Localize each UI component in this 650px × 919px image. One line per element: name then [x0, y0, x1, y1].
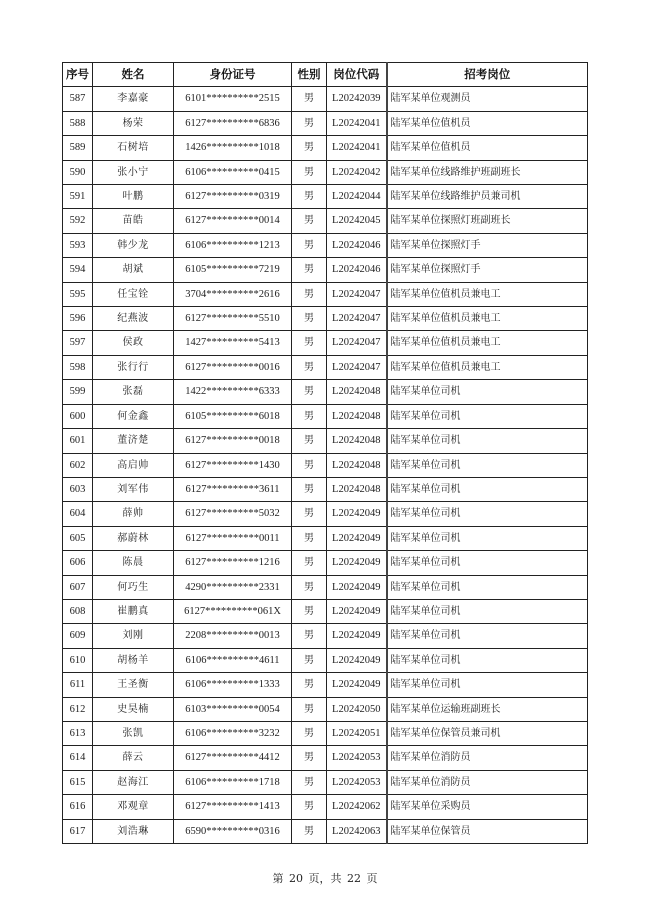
cell-id-number: 6127**********3611 [174, 477, 292, 501]
cell-index: 613 [63, 721, 93, 745]
cell-name: 石树培 [93, 136, 174, 160]
cell-id-number: 6127**********1413 [174, 795, 292, 819]
table-row [63, 136, 588, 160]
cell-index: 598 [63, 355, 93, 379]
cell-post-code: L20242053 [327, 770, 387, 794]
cell-name: 张行行 [93, 355, 174, 379]
table-row [63, 721, 588, 745]
cell-index: 611 [63, 673, 93, 697]
cell-post-title: 陆军某单位探照灯手 [387, 233, 588, 257]
table-row [63, 648, 588, 672]
cell-name: 董济楚 [93, 429, 174, 453]
cell-index: 589 [63, 136, 93, 160]
cell-name: 郝蔚林 [93, 526, 174, 550]
roster-body [63, 87, 588, 844]
page-number: 第 20 页，共 22 页 [272, 872, 378, 885]
cell-id-number: 6101**********2515 [174, 87, 292, 111]
cell-index: 608 [63, 599, 93, 623]
cell-id-number: 6127**********6836 [174, 111, 292, 135]
cell-post-title: 陆军某单位司机 [387, 453, 588, 477]
cell-name: 李嘉豪 [93, 87, 174, 111]
cell-post-title: 陆军某单位观测员 [387, 87, 588, 111]
cell-name: 韩少龙 [93, 233, 174, 257]
cell-id-number: 6127**********4412 [174, 746, 292, 770]
cell-gender: 男 [292, 404, 327, 428]
cell-post-title: 陆军某单位值机员兼电工 [387, 331, 588, 355]
cell-post-title: 陆军某单位司机 [387, 429, 588, 453]
cell-index: 609 [63, 624, 93, 648]
header-gender: 性别 [292, 63, 327, 87]
cell-post-code: L20242046 [327, 233, 387, 257]
cell-post-code: L20242044 [327, 185, 387, 209]
cell-gender: 男 [292, 136, 327, 160]
cell-index: 614 [63, 746, 93, 770]
cell-gender: 男 [292, 87, 327, 111]
cell-name: 薛帅 [93, 502, 174, 526]
cell-gender: 男 [292, 502, 327, 526]
cell-post-title: 陆军某单位司机 [387, 526, 588, 550]
cell-post-title: 陆军某单位司机 [387, 502, 588, 526]
cell-post-code: L20242048 [327, 404, 387, 428]
cell-index: 590 [63, 160, 93, 184]
cell-id-number: 3704**********2616 [174, 282, 292, 306]
cell-post-title: 陆军某单位司机 [387, 380, 588, 404]
cell-post-title: 陆军某单位司机 [387, 648, 588, 672]
cell-index: 615 [63, 770, 93, 794]
cell-id-number: 6106**********4611 [174, 648, 292, 672]
cell-id-number: 6105**********7219 [174, 258, 292, 282]
table-row [63, 673, 588, 697]
header-index: 序号 [63, 63, 93, 87]
header-id-number: 身份证号 [174, 63, 292, 87]
cell-post-code: L20242048 [327, 429, 387, 453]
cell-id-number: 6106**********0415 [174, 160, 292, 184]
cell-gender: 男 [292, 648, 327, 672]
table-row [63, 502, 588, 526]
table-header-row [63, 63, 588, 87]
cell-id-number: 6127**********0319 [174, 185, 292, 209]
cell-gender: 男 [292, 111, 327, 135]
cell-index: 593 [63, 233, 93, 257]
cell-post-code: L20242049 [327, 673, 387, 697]
cell-gender: 男 [292, 209, 327, 233]
cell-name: 邓观章 [93, 795, 174, 819]
cell-gender: 男 [292, 697, 327, 721]
cell-post-code: L20242051 [327, 721, 387, 745]
cell-post-code: L20242049 [327, 648, 387, 672]
cell-name: 刘刚 [93, 624, 174, 648]
cell-post-title: 陆军某单位消防员 [387, 746, 588, 770]
cell-post-title: 陆军某单位探照灯班副班长 [387, 209, 588, 233]
table-row [63, 404, 588, 428]
cell-id-number: 4290**********2331 [174, 575, 292, 599]
cell-id-number: 6106**********3232 [174, 721, 292, 745]
cell-index: 597 [63, 331, 93, 355]
cell-post-code: L20242047 [327, 331, 387, 355]
cell-gender: 男 [292, 331, 327, 355]
cell-post-code: L20242050 [327, 697, 387, 721]
cell-name: 胡杨羊 [93, 648, 174, 672]
cell-index: 600 [63, 404, 93, 428]
cell-name: 高启帅 [93, 453, 174, 477]
cell-post-title: 陆军某单位值机员兼电工 [387, 355, 588, 379]
cell-name: 何巧生 [93, 575, 174, 599]
table-row [63, 624, 588, 648]
cell-index: 591 [63, 185, 93, 209]
cell-post-code: L20242047 [327, 282, 387, 306]
cell-post-code: L20242062 [327, 795, 387, 819]
table-row [63, 307, 588, 331]
cell-post-title: 陆军某单位运输班副班长 [387, 697, 588, 721]
cell-id-number: 6127**********061X [174, 599, 292, 623]
cell-post-code: L20242048 [327, 380, 387, 404]
cell-id-number: 6106**********1213 [174, 233, 292, 257]
cell-post-title: 陆军某单位司机 [387, 673, 588, 697]
table-row [63, 87, 588, 111]
cell-gender: 男 [292, 185, 327, 209]
cell-gender: 男 [292, 429, 327, 453]
cell-post-title: 陆军某单位消防员 [387, 770, 588, 794]
cell-post-title: 陆军某单位线路维护员兼司机 [387, 185, 588, 209]
cell-post-code: L20242046 [327, 258, 387, 282]
cell-name: 王圣衡 [93, 673, 174, 697]
cell-post-code: L20242048 [327, 477, 387, 501]
cell-id-number: 6106**********1333 [174, 673, 292, 697]
cell-gender: 男 [292, 453, 327, 477]
cell-post-code: L20242047 [327, 355, 387, 379]
cell-index: 616 [63, 795, 93, 819]
cell-name: 赵海江 [93, 770, 174, 794]
cell-gender: 男 [292, 477, 327, 501]
cell-gender: 男 [292, 282, 327, 306]
cell-gender: 男 [292, 307, 327, 331]
cell-gender: 男 [292, 258, 327, 282]
cell-index: 604 [63, 502, 93, 526]
table-row [63, 258, 588, 282]
cell-id-number: 6105**********6018 [174, 404, 292, 428]
roster-sheet [62, 62, 587, 844]
cell-post-code: L20242049 [327, 575, 387, 599]
cell-gender: 男 [292, 233, 327, 257]
table-row [63, 185, 588, 209]
cell-index: 588 [63, 111, 93, 135]
cell-name: 陈晨 [93, 551, 174, 575]
cell-post-title: 陆军某单位保管员兼司机 [387, 721, 588, 745]
cell-name: 史昊楠 [93, 697, 174, 721]
table-row [63, 331, 588, 355]
cell-post-code: L20242049 [327, 551, 387, 575]
cell-gender: 男 [292, 551, 327, 575]
cell-post-title: 陆军某单位采购员 [387, 795, 588, 819]
cell-gender: 男 [292, 355, 327, 379]
cell-index: 603 [63, 477, 93, 501]
table-row [63, 160, 588, 184]
table-row [63, 551, 588, 575]
header-post-code: 岗位代码 [327, 63, 387, 87]
table-row [63, 477, 588, 501]
cell-name: 侯政 [93, 331, 174, 355]
cell-gender: 男 [292, 770, 327, 794]
cell-id-number: 6127**********1430 [174, 453, 292, 477]
cell-name: 胡斌 [93, 258, 174, 282]
table-row [63, 209, 588, 233]
table-row [63, 795, 588, 819]
cell-post-code: L20242063 [327, 819, 387, 843]
cell-id-number: 6127**********1216 [174, 551, 292, 575]
table-row [63, 111, 588, 135]
cell-post-code: L20242048 [327, 453, 387, 477]
cell-index: 596 [63, 307, 93, 331]
roster-table [62, 62, 588, 844]
cell-post-code: L20242041 [327, 111, 387, 135]
cell-name: 刘浩琳 [93, 819, 174, 843]
cell-index: 607 [63, 575, 93, 599]
cell-gender: 男 [292, 575, 327, 599]
table-row [63, 697, 588, 721]
cell-gender: 男 [292, 746, 327, 770]
cell-name: 叶鹏 [93, 185, 174, 209]
cell-index: 599 [63, 380, 93, 404]
cell-gender: 男 [292, 721, 327, 745]
table-row [63, 746, 588, 770]
cell-gender: 男 [292, 160, 327, 184]
cell-post-code: L20242039 [327, 87, 387, 111]
cell-index: 606 [63, 551, 93, 575]
table-row [63, 819, 588, 843]
table-row [63, 599, 588, 623]
cell-post-code: L20242049 [327, 526, 387, 550]
cell-index: 587 [63, 87, 93, 111]
cell-id-number: 6127**********0018 [174, 429, 292, 453]
cell-post-title: 陆军某单位值机员 [387, 111, 588, 135]
cell-index: 605 [63, 526, 93, 550]
cell-post-title: 陆军某单位司机 [387, 404, 588, 428]
cell-name: 任宝铨 [93, 282, 174, 306]
cell-index: 612 [63, 697, 93, 721]
cell-id-number: 2208**********0013 [174, 624, 292, 648]
cell-id-number: 6127**********5510 [174, 307, 292, 331]
cell-name: 张磊 [93, 380, 174, 404]
cell-name: 刘军伟 [93, 477, 174, 501]
cell-post-title: 陆军某单位司机 [387, 477, 588, 501]
cell-post-code: L20242041 [327, 136, 387, 160]
table-row [63, 233, 588, 257]
cell-id-number: 1427**********5413 [174, 331, 292, 355]
cell-gender: 男 [292, 819, 327, 843]
cell-name: 何金鑫 [93, 404, 174, 428]
cell-name: 杨荣 [93, 111, 174, 135]
cell-id-number: 1426**********1018 [174, 136, 292, 160]
cell-id-number: 6127**********0014 [174, 209, 292, 233]
cell-name: 崔鹏真 [93, 599, 174, 623]
table-row [63, 380, 588, 404]
cell-post-title: 陆军某单位司机 [387, 599, 588, 623]
cell-post-code: L20242049 [327, 502, 387, 526]
cell-gender: 男 [292, 599, 327, 623]
cell-post-title: 陆军某单位保管员 [387, 819, 588, 843]
cell-post-title: 陆军某单位司机 [387, 575, 588, 599]
cell-post-code: L20242047 [327, 307, 387, 331]
cell-id-number: 6127**********0011 [174, 526, 292, 550]
cell-gender: 男 [292, 795, 327, 819]
cell-index: 602 [63, 453, 93, 477]
cell-gender: 男 [292, 624, 327, 648]
cell-id-number: 1422**********6333 [174, 380, 292, 404]
cell-post-code: L20242053 [327, 746, 387, 770]
cell-name: 张凯 [93, 721, 174, 745]
cell-id-number: 6103**********0054 [174, 697, 292, 721]
cell-name: 张小宁 [93, 160, 174, 184]
table-row [63, 355, 588, 379]
cell-name: 纪燕波 [93, 307, 174, 331]
cell-index: 617 [63, 819, 93, 843]
cell-post-title: 陆军某单位线路维护班副班长 [387, 160, 588, 184]
cell-post-code: L20242045 [327, 209, 387, 233]
cell-gender: 男 [292, 380, 327, 404]
cell-id-number: 6127**********0016 [174, 355, 292, 379]
table-row [63, 282, 588, 306]
table-row [63, 770, 588, 794]
cell-post-code: L20242042 [327, 160, 387, 184]
cell-index: 610 [63, 648, 93, 672]
cell-gender: 男 [292, 673, 327, 697]
cell-index: 595 [63, 282, 93, 306]
cell-post-title: 陆军某单位司机 [387, 624, 588, 648]
cell-post-code: L20242049 [327, 624, 387, 648]
cell-name: 苗皓 [93, 209, 174, 233]
cell-id-number: 6127**********5032 [174, 502, 292, 526]
cell-post-title: 陆军某单位探照灯手 [387, 258, 588, 282]
cell-post-title: 陆军某单位司机 [387, 551, 588, 575]
table-row [63, 526, 588, 550]
cell-gender: 男 [292, 526, 327, 550]
cell-post-title: 陆军某单位值机员兼电工 [387, 282, 588, 306]
cell-post-code: L20242049 [327, 599, 387, 623]
table-row [63, 429, 588, 453]
header-post-title: 招考岗位 [387, 63, 588, 87]
cell-index: 592 [63, 209, 93, 233]
cell-index: 601 [63, 429, 93, 453]
cell-post-title: 陆军某单位值机员 [387, 136, 588, 160]
cell-id-number: 6106**********1718 [174, 770, 292, 794]
header-name: 姓名 [93, 63, 174, 87]
table-row [63, 453, 588, 477]
cell-post-title: 陆军某单位值机员兼电工 [387, 307, 588, 331]
table-row [63, 575, 588, 599]
cell-name: 薛云 [93, 746, 174, 770]
cell-id-number: 6590**********0316 [174, 819, 292, 843]
cell-index: 594 [63, 258, 93, 282]
